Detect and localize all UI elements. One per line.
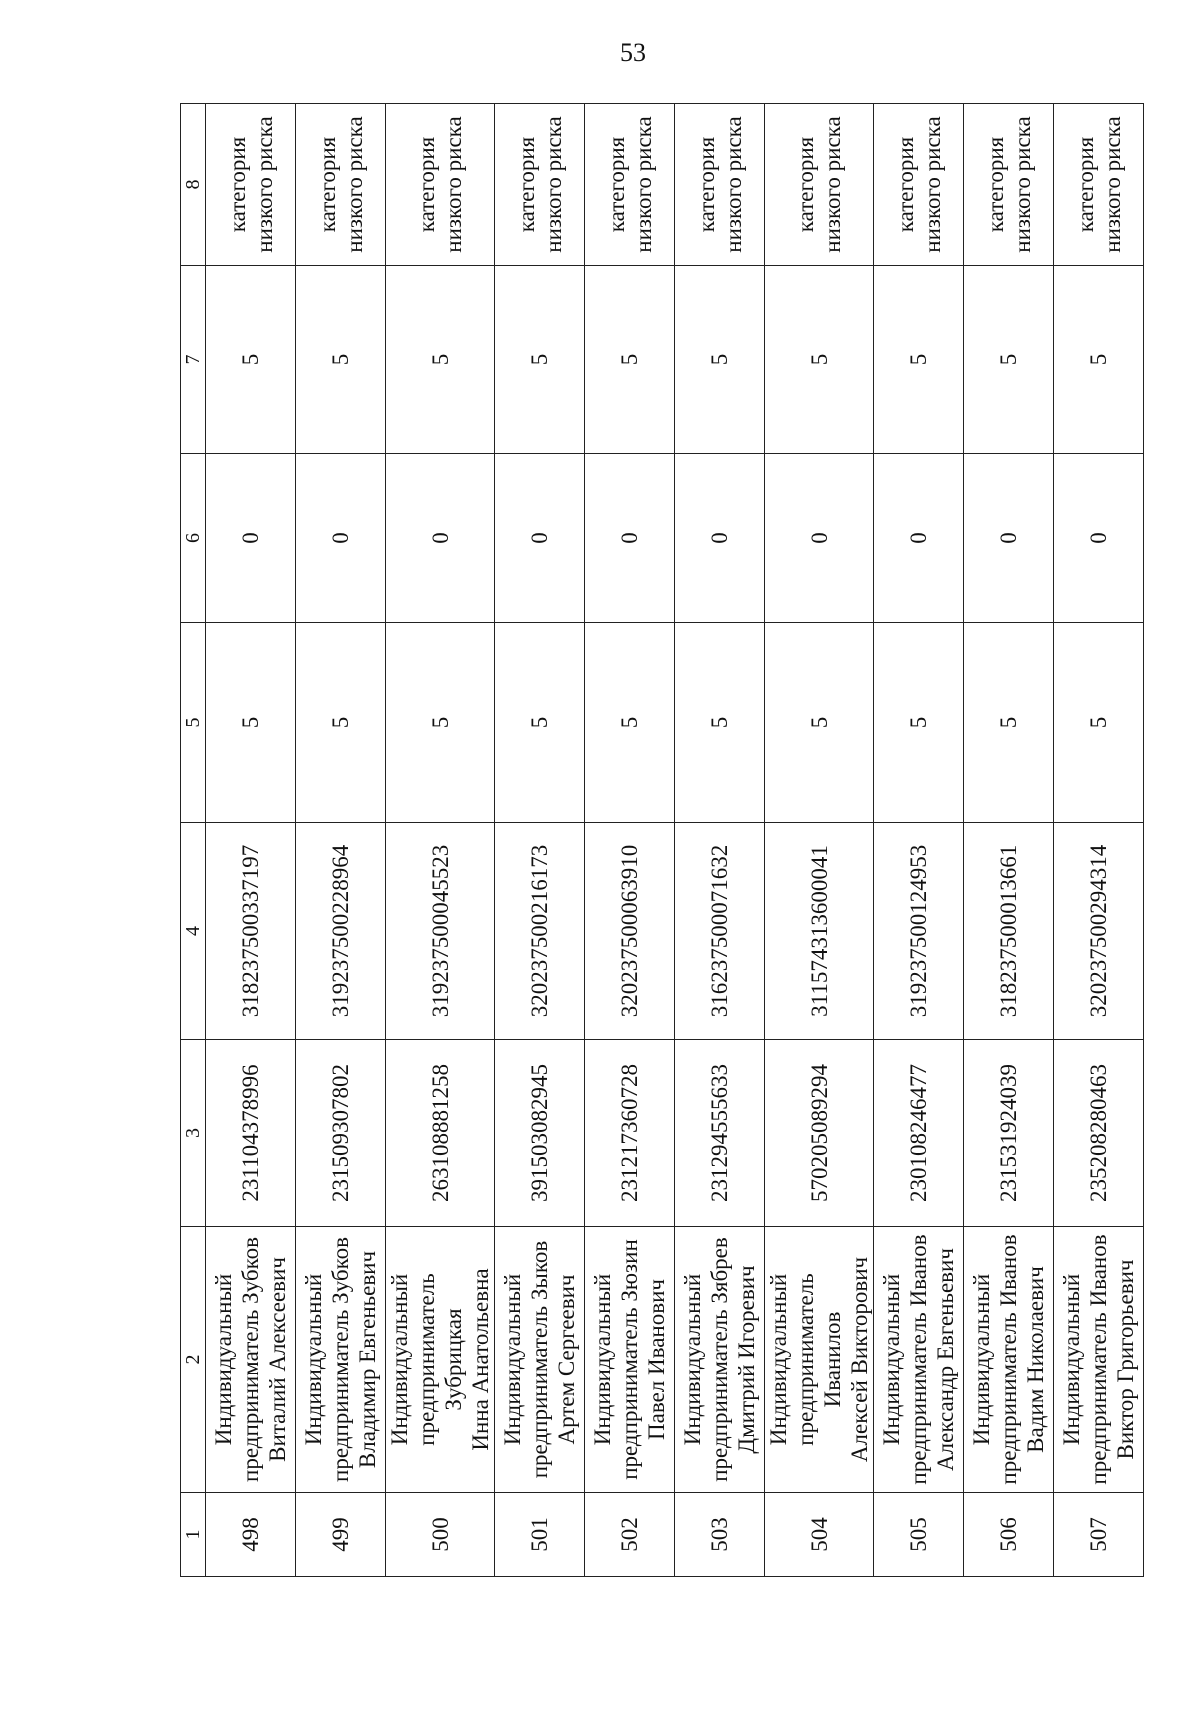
column-5-value-cell: 5 xyxy=(675,623,765,823)
row-number-cell: 507 xyxy=(1054,1493,1144,1577)
ogrnip-cell: 320237500294314 xyxy=(1054,823,1144,1040)
risk-category-cell: категория низкого риска xyxy=(765,104,874,266)
column-7-value-cell: 5 xyxy=(765,266,874,454)
column-6-value-cell: 0 xyxy=(296,454,386,623)
inn-cell: 230108246477 xyxy=(874,1040,964,1227)
column-7-value-cell: 5 xyxy=(386,266,495,454)
table-body xyxy=(181,104,1144,1577)
inn-cell: 231294555633 xyxy=(675,1040,765,1227)
entrepreneur-name-cell: Индивидуальный предприниматель Иванов Александр Евгеньевич xyxy=(874,1227,964,1493)
risk-category-cell: категория низкого риска xyxy=(296,104,386,266)
ogrnip-cell: 316237500071632 xyxy=(675,823,765,1040)
column-7-value-cell: 5 xyxy=(206,266,296,454)
column-7-value-cell: 5 xyxy=(495,266,585,454)
row-number-cell: 498 xyxy=(206,1493,296,1577)
column-5-value-cell: 5 xyxy=(386,623,495,823)
column-6-value-cell: 0 xyxy=(964,454,1054,623)
table-row xyxy=(386,104,495,1577)
inn-cell: 231104378996 xyxy=(206,1040,296,1227)
column-6-value-cell: 0 xyxy=(1054,454,1144,623)
column-7-value-cell: 5 xyxy=(1054,266,1144,454)
registry-table xyxy=(180,103,1144,1577)
ogrnip-cell: 311574313600041 xyxy=(765,823,874,1040)
row-number-cell: 499 xyxy=(296,1493,386,1577)
column-7-value-cell: 5 xyxy=(874,266,964,454)
risk-category-cell: категория низкого риска xyxy=(386,104,495,266)
row-number-cell: 500 xyxy=(386,1493,495,1577)
column-5-value-cell: 5 xyxy=(206,623,296,823)
risk-category-cell: категория низкого риска xyxy=(495,104,585,266)
registry-table-area xyxy=(180,104,1138,1577)
table-row xyxy=(874,104,964,1577)
column-6-value-cell: 0 xyxy=(386,454,495,623)
inn-cell: 231509307802 xyxy=(296,1040,386,1227)
row-number-cell: 501 xyxy=(495,1493,585,1577)
ogrnip-cell: 319237500124953 xyxy=(874,823,964,1040)
column-header: 5 xyxy=(181,623,206,823)
inn-cell: 570205089294 xyxy=(765,1040,874,1227)
ogrnip-cell: 318237500013661 xyxy=(964,823,1054,1040)
table-row xyxy=(675,104,765,1577)
ogrnip-cell: 320237500063910 xyxy=(585,823,675,1040)
column-5-value-cell: 5 xyxy=(964,623,1054,823)
column-header: 1 xyxy=(181,1493,206,1577)
column-header: 8 xyxy=(181,104,206,266)
column-6-value-cell: 0 xyxy=(585,454,675,623)
column-header: 6 xyxy=(181,454,206,623)
column-7-value-cell: 5 xyxy=(296,266,386,454)
column-7-value-cell: 5 xyxy=(585,266,675,454)
column-header: 7 xyxy=(181,266,206,454)
risk-category-cell: категория низкого риска xyxy=(585,104,675,266)
ogrnip-cell: 319237500045523 xyxy=(386,823,495,1040)
risk-category-cell: категория низкого риска xyxy=(206,104,296,266)
column-5-value-cell: 5 xyxy=(296,623,386,823)
page-number: 53 xyxy=(620,38,646,67)
table-row xyxy=(1054,104,1144,1577)
entrepreneur-name-cell: Индивидуальный предприниматель Иванов Виктор Григорьевич xyxy=(1054,1227,1144,1493)
entrepreneur-name-cell: Индивидуальный предприниматель Иванилов Алексей Викторович xyxy=(765,1227,874,1493)
column-header: 2 xyxy=(181,1227,206,1493)
entrepreneur-name-cell: Индивидуальный предприниматель Зябрев Дмитрий Игоревич xyxy=(675,1227,765,1493)
entrepreneur-name-cell: Индивидуальный предприниматель Зубков Виталий Алексеевич xyxy=(206,1227,296,1493)
inn-cell: 231217360728 xyxy=(585,1040,675,1227)
row-number-cell: 505 xyxy=(874,1493,964,1577)
inn-cell: 231531924039 xyxy=(964,1040,1054,1227)
table-row xyxy=(296,104,386,1577)
entrepreneur-name-cell: Индивидуальный предприниматель Зубков Владимир Евгеньевич xyxy=(296,1227,386,1493)
row-number-cell: 503 xyxy=(675,1493,765,1577)
entrepreneur-name-cell: Индивидуальный предприниматель Зыков Артем Сергеевич xyxy=(495,1227,585,1493)
column-5-value-cell: 5 xyxy=(585,623,675,823)
table-row xyxy=(585,104,675,1577)
inn-cell: 263108881258 xyxy=(386,1040,495,1227)
column-5-value-cell: 5 xyxy=(874,623,964,823)
risk-category-cell: категория низкого риска xyxy=(675,104,765,266)
table-row xyxy=(495,104,585,1577)
column-5-value-cell: 5 xyxy=(765,623,874,823)
risk-category-cell: категория низкого риска xyxy=(1054,104,1144,266)
ogrnip-cell: 319237500228964 xyxy=(296,823,386,1040)
column-header: 4 xyxy=(181,823,206,1040)
row-number-cell: 504 xyxy=(765,1493,874,1577)
table-row xyxy=(206,104,296,1577)
entrepreneur-name-cell: Индивидуальный предприниматель Иванов Вадим Николаевич xyxy=(964,1227,1054,1493)
column-5-value-cell: 5 xyxy=(1054,623,1144,823)
rotated-table-container xyxy=(180,104,1138,1577)
table-row xyxy=(964,104,1054,1577)
risk-category-cell: категория низкого риска xyxy=(964,104,1054,266)
column-6-value-cell: 0 xyxy=(874,454,964,623)
inn-cell: 391503082945 xyxy=(495,1040,585,1227)
ogrnip-cell: 320237500216173 xyxy=(495,823,585,1040)
entrepreneur-name-cell: Индивидуальный предприниматель Зубрицкая Инна Анатольевна xyxy=(386,1227,495,1493)
column-header: 3 xyxy=(181,1040,206,1227)
column-6-value-cell: 0 xyxy=(675,454,765,623)
column-7-value-cell: 5 xyxy=(964,266,1054,454)
ogrnip-cell: 318237500337197 xyxy=(206,823,296,1040)
column-5-value-cell: 5 xyxy=(495,623,585,823)
header-row xyxy=(181,104,206,1577)
entrepreneur-name-cell: Индивидуальный предприниматель Зюзин Павел Иванович xyxy=(585,1227,675,1493)
column-7-value-cell: 5 xyxy=(675,266,765,454)
column-6-value-cell: 0 xyxy=(206,454,296,623)
row-number-cell: 506 xyxy=(964,1493,1054,1577)
inn-cell: 235208280463 xyxy=(1054,1040,1144,1227)
column-6-value-cell: 0 xyxy=(495,454,585,623)
table-row xyxy=(765,104,874,1577)
column-6-value-cell: 0 xyxy=(765,454,874,623)
risk-category-cell: категория низкого риска xyxy=(874,104,964,266)
row-number-cell: 502 xyxy=(585,1493,675,1577)
